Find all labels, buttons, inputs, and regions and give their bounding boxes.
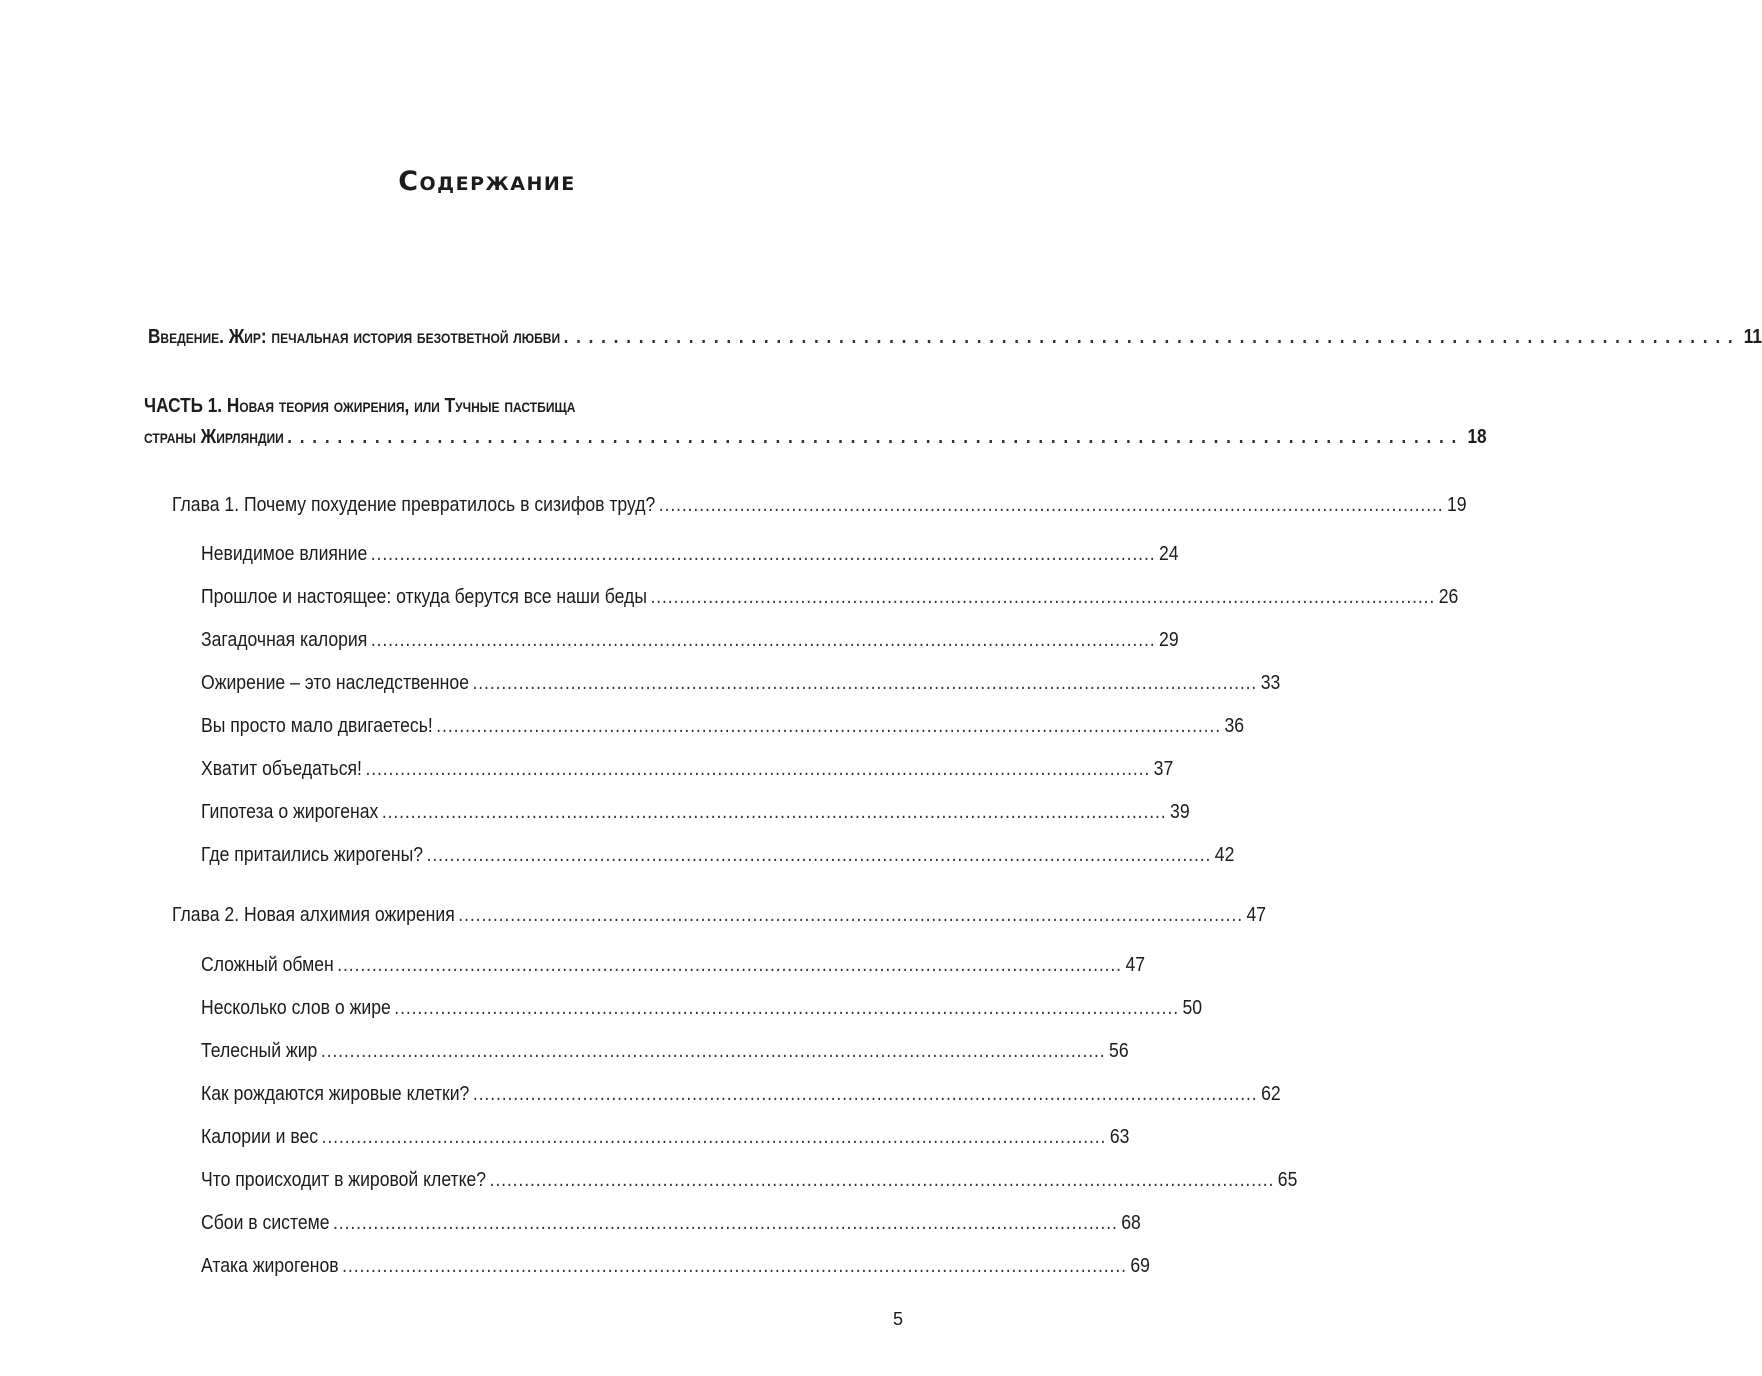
- toc-entry-ch1-item[interactable]: [201, 758, 1174, 781]
- dot-leader: ........................................................................................................................................: [458, 904, 1243, 926]
- dot-leader: ........................................................................................................................................: [394, 997, 1179, 1019]
- toc-entry-page: 37: [1153, 758, 1174, 780]
- dot-leader: ........................................................................................................................................: [342, 1255, 1127, 1277]
- toc-entry-ch2-item[interactable]: [201, 954, 1146, 977]
- toc-entry-ch2-item[interactable]: [201, 1126, 1130, 1149]
- toc-entry-text: Что происходит в жировой клетке?: [201, 1169, 487, 1191]
- dot-leader: ........................................................................................................................................: [472, 672, 1258, 694]
- toc-entry-ch1-item[interactable]: [201, 586, 1459, 609]
- toc-entry-ch2-item[interactable]: [201, 1083, 1281, 1106]
- toc-entry-ch2-item[interactable]: [201, 1040, 1129, 1063]
- toc-entry-part1-line1: ЧАСТЬ 1. Новая теория ожирения, или Тучные пастбища: [144, 395, 576, 417]
- toc-entry-ch1-item[interactable]: [201, 801, 1190, 824]
- dot-leader: ........................................................................................................................................: [472, 1083, 1258, 1105]
- toc-entry-page: 47: [1246, 904, 1267, 926]
- dot-leader: ........................................................................................................................................: [337, 954, 1122, 976]
- toc-entry-page: 33: [1260, 672, 1281, 694]
- dot-leader: ........................................................................................................................................: [381, 801, 1167, 823]
- toc-entry-text: Сбои в системе: [201, 1212, 330, 1234]
- toc-entry-ch1-item[interactable]: [201, 844, 1235, 867]
- toc-entry-page: 11: [1743, 326, 1762, 348]
- toc-entry-text: Вы просто мало двигаетесь!: [201, 715, 433, 737]
- toc-entry-page: 50: [1182, 997, 1203, 1019]
- toc-entry-ch1-item[interactable]: [201, 543, 1179, 566]
- toc-entry-text: Сложный обмен: [201, 954, 334, 976]
- toc-entry-page: 65: [1277, 1169, 1298, 1191]
- toc-entry-text: Загадочная калория: [201, 629, 368, 651]
- toc-entry-page: 62: [1261, 1083, 1281, 1105]
- toc-entry-ch2-item[interactable]: [201, 1169, 1298, 1192]
- dot-leader: ........................................................................................................................................: [650, 586, 1436, 608]
- dot-leader: ........................................................................................................................................: [365, 758, 1151, 780]
- toc-entry-page: 68: [1121, 1212, 1141, 1234]
- toc-entry-page: 29: [1159, 629, 1179, 651]
- toc-entry-text: Как рождаются жировые клетки?: [201, 1083, 470, 1105]
- toc-entry-text: Гипотеза о жирогенах: [201, 801, 379, 823]
- dot-leader: ........................................................................................................................................: [333, 1212, 1118, 1234]
- dot-leader: ........................................................................................................................................: [370, 629, 1156, 651]
- toc-entry-intro[interactable]: [148, 326, 1762, 349]
- toc-entry-text: Глава 1. Почему похудение превратилось в сизифов труд?: [172, 494, 656, 516]
- toc-entry-ch2-item[interactable]: [201, 997, 1203, 1020]
- toc-entry-text: Невидимое влияние: [201, 543, 368, 565]
- toc-entry-text: Введение. Жир: печальная история безответной любви: [148, 326, 561, 348]
- toc-entry-page: 19: [1447, 494, 1467, 516]
- toc-entry-ch1-item[interactable]: [201, 672, 1281, 695]
- toc-entry-text: Прошлое и настоящее: откуда берутся все наши беды: [201, 586, 647, 608]
- toc-entry-page: 69: [1130, 1255, 1150, 1277]
- toc-entry-part1[interactable]: [144, 426, 1487, 449]
- toc-entry-text: Несколько слов о жире: [201, 997, 391, 1019]
- dot-leader: ........................................................................................................................................: [489, 1169, 1275, 1191]
- toc-entry-page: 24: [1159, 543, 1179, 565]
- toc-entry-ch2-item[interactable]: [201, 1212, 1141, 1235]
- toc-entry-page: 63: [1109, 1126, 1130, 1148]
- toc-entry-ch2-item[interactable]: [201, 1255, 1150, 1278]
- dot-leader: ........................................................................................................................................: [658, 494, 1444, 516]
- toc-entry-page: 47: [1125, 954, 1146, 976]
- dot-leader: ........................................................................................................................................: [321, 1126, 1107, 1148]
- toc-entry-text: Атака жирогенов: [201, 1255, 339, 1277]
- toc-entry-text: Калории и вес: [201, 1126, 319, 1148]
- toc-entry-page: 56: [1109, 1040, 1129, 1062]
- dot-leader: ..............................................................................................: [287, 426, 1465, 448]
- toc-entry-text: Телесный жир: [201, 1040, 318, 1062]
- toc-entry-chapter1[interactable]: [172, 494, 1467, 517]
- dot-leader: ........................................................................................................................................: [320, 1040, 1106, 1062]
- toc-entry-text: Где притаились жирогены?: [201, 844, 424, 866]
- toc-entry-text: Глава 2. Новая алхимия ожирения: [172, 904, 455, 926]
- toc-entry-page: 26: [1438, 586, 1459, 608]
- dot-leader: ........................................................................................................................................: [426, 844, 1212, 866]
- toc-entry-page: 18: [1467, 426, 1487, 448]
- page-title: Содержание: [398, 166, 576, 197]
- toc-entry-text: Хватит объедаться!: [201, 758, 362, 780]
- toc-entry-text: Ожирение – это наследственное: [201, 672, 469, 694]
- toc-entry-ch1-item[interactable]: [201, 629, 1179, 652]
- toc-entry-page: 39: [1170, 801, 1190, 823]
- toc-entry-ch1-item[interactable]: [201, 715, 1245, 738]
- toc-entry-page: 42: [1214, 844, 1235, 866]
- page-number: 5: [893, 1309, 904, 1329]
- dot-leader: ........................................................................................................................................: [370, 543, 1156, 565]
- toc-entry-page: 36: [1224, 715, 1245, 737]
- dot-leader: ........................................................................................................................................: [436, 715, 1221, 737]
- dot-leader: ..............................................................................................: [563, 326, 1741, 348]
- toc-entry-text: страны Жирляндии: [144, 426, 284, 448]
- toc-entry-chapter2[interactable]: [172, 904, 1267, 927]
